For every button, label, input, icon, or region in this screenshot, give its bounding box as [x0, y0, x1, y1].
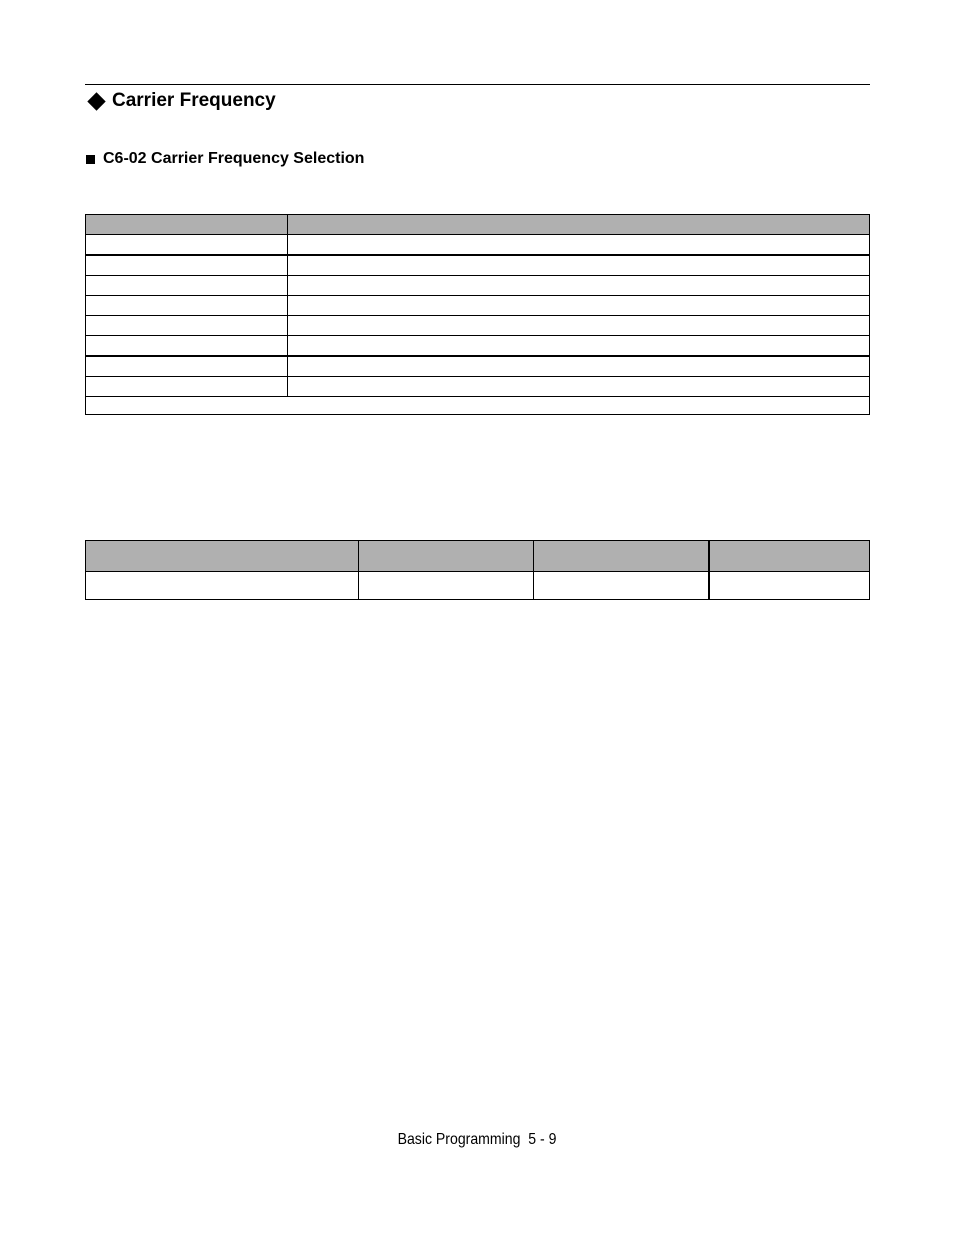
table-cell	[86, 316, 288, 336]
subsection-heading	[86, 149, 364, 169]
table-cell	[86, 255, 288, 276]
table-cell	[288, 235, 870, 256]
table-cell	[86, 377, 288, 397]
section-title-text: Carrier Frequency	[112, 90, 276, 111]
table-cell	[288, 377, 870, 397]
table-row	[86, 377, 870, 397]
table-cell	[709, 572, 870, 600]
table-cell	[288, 255, 870, 276]
settings-table	[85, 214, 870, 415]
table-cell	[359, 572, 534, 600]
table-cell	[288, 276, 870, 296]
table-row	[86, 296, 870, 316]
subsection-title-text: C6-02 Carrier Frequency Selection	[103, 150, 365, 167]
table-row	[86, 572, 870, 600]
settings-table-header-cell	[86, 215, 288, 235]
table-cell	[288, 356, 870, 377]
table-cell	[288, 316, 870, 336]
parameter-table	[85, 540, 870, 600]
table-note-cell	[86, 397, 870, 415]
table-cell	[534, 572, 709, 600]
settings-table-header-cell	[288, 215, 870, 235]
square-bullet-icon	[86, 155, 95, 164]
parameter-table-header-row	[86, 541, 870, 572]
page-footer: Basic Programming 5 - 9	[397, 1131, 557, 1148]
table-row	[86, 336, 870, 357]
table-cell	[86, 356, 288, 377]
parameter-table-header-cell	[359, 541, 534, 572]
parameter-table-header-cell	[709, 541, 870, 572]
table-cell	[288, 336, 870, 357]
diamond-bullet-icon	[87, 92, 105, 110]
table-row	[86, 235, 870, 256]
table-note-row	[86, 397, 870, 415]
table-row	[86, 255, 870, 276]
table-cell	[86, 572, 359, 600]
top-rule	[85, 84, 870, 85]
table-row	[86, 356, 870, 377]
settings-table-header-row	[86, 215, 870, 235]
table-cell	[86, 276, 288, 296]
table-cell	[86, 235, 288, 256]
parameter-table-header-cell	[534, 541, 709, 572]
table-row	[86, 276, 870, 296]
table-cell	[86, 336, 288, 357]
parameter-table-header-cell	[86, 541, 359, 572]
table-row	[86, 316, 870, 336]
section-heading	[86, 88, 276, 114]
table-cell	[86, 296, 288, 316]
table-cell	[288, 296, 870, 316]
